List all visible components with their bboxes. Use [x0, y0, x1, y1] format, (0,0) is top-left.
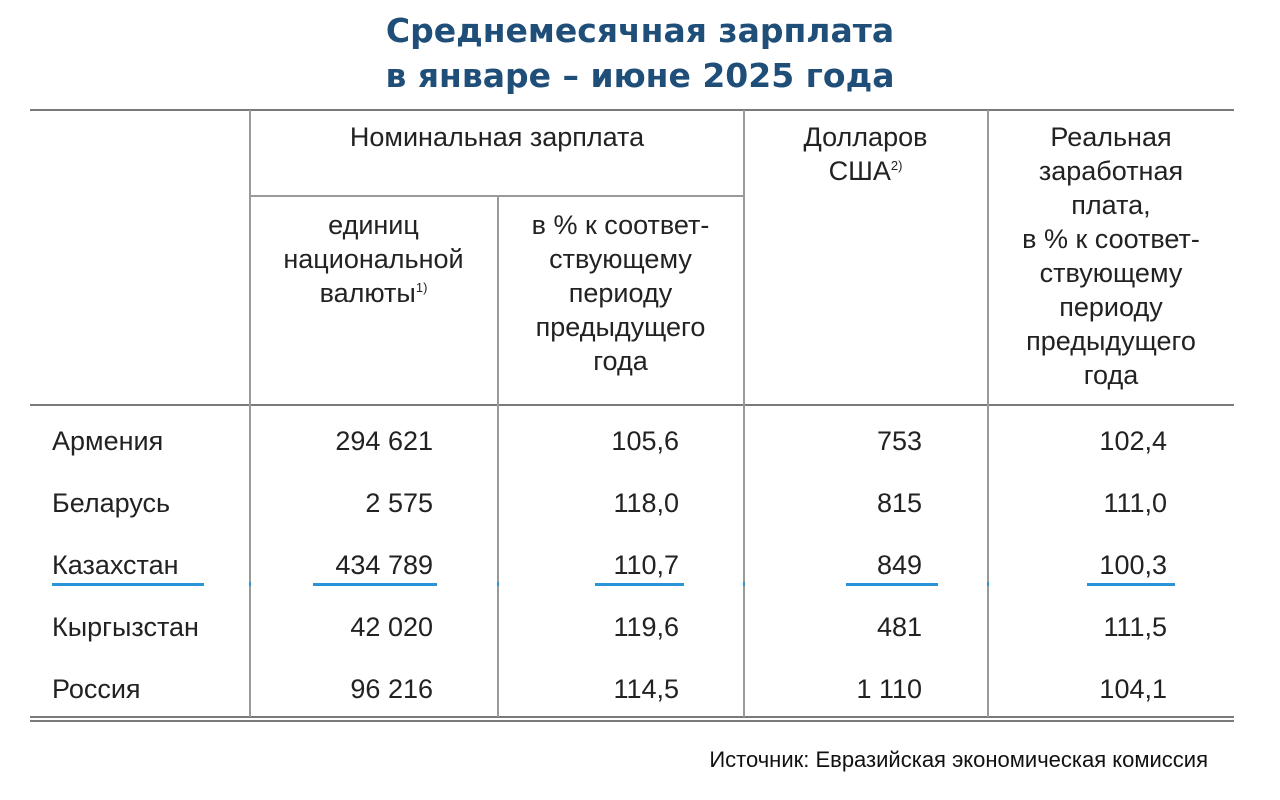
highlight-tick [497, 582, 499, 586]
units-cell: 294 621 [335, 426, 433, 456]
highlight-underline-pct [595, 583, 684, 586]
highlight-underline-usd [846, 583, 938, 586]
units-cell: 96 216 [350, 674, 433, 704]
highlight-tick [249, 582, 251, 586]
usd-cell: 849 [876, 550, 922, 580]
real-cell: 104,1 [1099, 674, 1167, 704]
header-nominal: Номинальная зарплата [349, 122, 645, 152]
country-cell: Казахстан [52, 550, 179, 580]
header-bottom-border [30, 404, 1234, 406]
highlight-tick [743, 582, 745, 586]
usd-cell: 481 [876, 612, 922, 642]
highlight-tick [987, 582, 989, 586]
units-cell: 42 020 [350, 612, 433, 642]
footnote-2: 2) [890, 158, 903, 173]
country-cell: Кыргызстан [52, 612, 199, 642]
units-cell: 434 789 [335, 550, 433, 580]
highlight-underline-units [313, 583, 437, 586]
page-title [0, 8, 1280, 98]
pct-cell: 114,5 [613, 674, 679, 704]
pct-cell: 105,6 [611, 426, 679, 456]
pct-cell: 119,6 [613, 612, 679, 642]
title-line-1: Среднемесячная зарплата [385, 11, 895, 50]
real-cell: 111,0 [1103, 488, 1167, 518]
country-cell: Беларусь [52, 488, 171, 518]
real-cell: 100,3 [1099, 550, 1167, 580]
highlight-underline-country [52, 583, 204, 586]
title-line-2: в январе – июне 2025 года [385, 56, 895, 95]
header-nominal-pct: в % к соответ- ствующему периоду предыдущего года [531, 210, 710, 376]
header-nominal-units: единиц национальной валюты$^{1)}$ [283, 210, 464, 308]
table-bottom-border [30, 716, 1234, 718]
usd-cell: 815 [876, 488, 922, 518]
usd-cell: 753 [876, 426, 922, 456]
table-bottom-border-2 [30, 720, 1234, 722]
real-cell: 111,5 [1103, 612, 1167, 642]
pct-cell: 110,7 [613, 550, 679, 580]
pct-cell: 118,0 [613, 488, 679, 518]
country-cell: Армения [52, 426, 164, 456]
header-real: Реальная заработная плата, в % к соответ- ствующему периоду предыдущего года [1022, 122, 1200, 390]
country-cell: Россия [52, 674, 141, 704]
highlight-underline-real [1087, 583, 1175, 586]
header-usd: Долларов США$^{2)}$ [803, 122, 928, 186]
table-top-border [30, 109, 1234, 111]
units-cell: 2 575 [365, 488, 433, 518]
footnote-1: 1) [415, 280, 428, 295]
real-cell: 102,4 [1099, 426, 1167, 456]
usd-cell: 1 110 [856, 674, 922, 704]
source-note: Источник: Евразийская экономическая комиссия [709, 747, 1208, 772]
